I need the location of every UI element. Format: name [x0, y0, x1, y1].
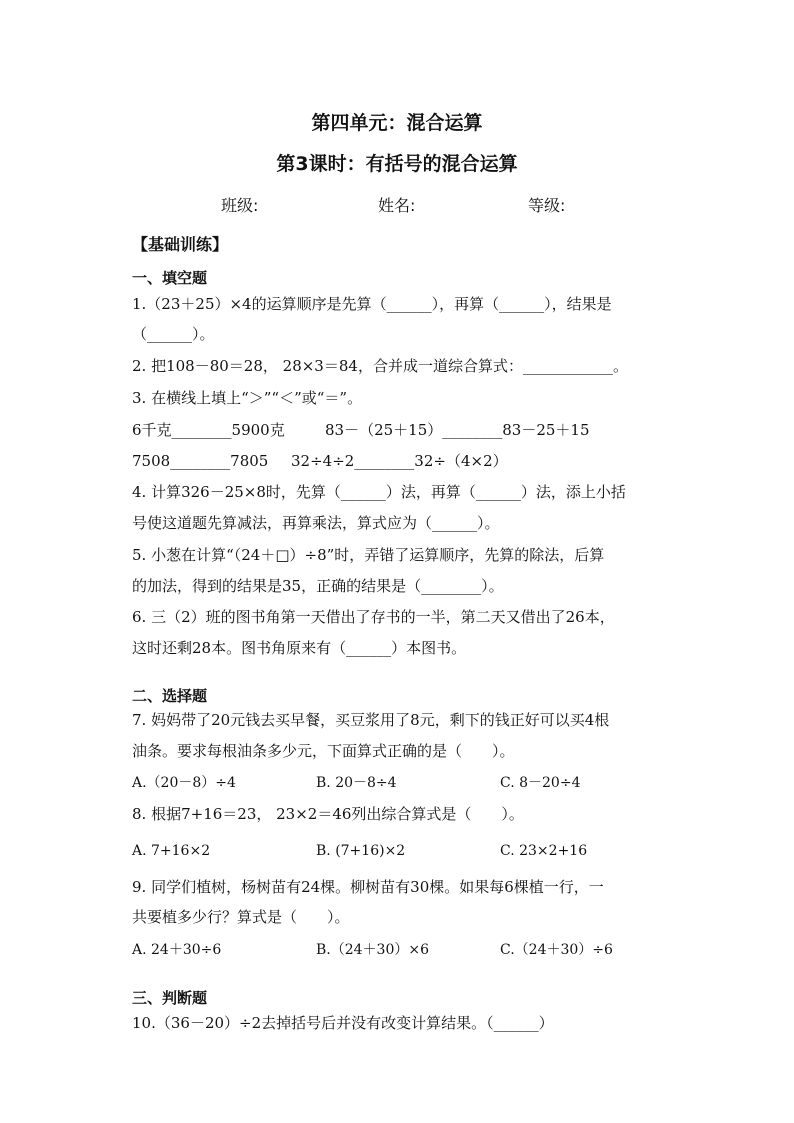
- section-choice: 二、选择题: [132, 687, 208, 705]
- lesson-title: 第3课时：有括号的混合运算: [276, 153, 518, 175]
- q7-option-a: A.（20－8）÷4: [132, 775, 236, 791]
- q7-option-c: C. 8－20÷4: [500, 775, 581, 791]
- q3-item-d: 32÷4÷2________32÷（4×2）: [291, 452, 508, 470]
- q7-option-b: B. 20－8÷4: [316, 775, 397, 791]
- q8-line1: 8. 根据7+16＝23， 23×2＝46列出综合算式是（ ）。: [132, 805, 524, 823]
- q8-option-a: A. 7+16×2: [132, 843, 211, 859]
- unit-title: 第四单元：混合运算: [311, 112, 483, 134]
- q9-line2: 共要植多少行？算式是（ ）。: [132, 908, 350, 926]
- q1-line1: 1.（23＋25）×4的运算顺序是先算（______），再算（______），结果是: [132, 295, 612, 313]
- class-label: 班级:: [221, 196, 259, 215]
- section-basic: 【基础训练】: [132, 235, 229, 254]
- q3-item-b: 83－（25＋15）________83－25＋15: [325, 421, 590, 439]
- q10-text: 10.（36－20）÷2去掉括号后并没有改变计算结果。（______）: [132, 1014, 554, 1032]
- name-label: 姓名:: [378, 196, 416, 215]
- q9-option-b: B.（24＋30）×6: [316, 942, 430, 958]
- q3-line1: 3. 在横线上填上“＞”“＜”或“＝”。: [132, 389, 363, 407]
- q6-line1: 6. 三（2）班的图书角第一天借出了存书的一半，第二天又借出了26本，: [132, 608, 615, 626]
- q8-option-c: C. 23×2+16: [500, 843, 588, 859]
- q6-line2: 这时还剩28本。图书角原来有（______）本图书。: [132, 639, 467, 657]
- q8-option-b: B. (7+16)×2: [316, 843, 406, 859]
- q7-line1: 7. 妈妈带了20元钱去买早餐，买豆浆用了8元，剩下的钱正好可以买4根: [132, 711, 610, 729]
- q1-line2: （______）。: [132, 325, 215, 343]
- q4-line2: 号使这道题先算减法，再算乘法，算式应为（______）。: [132, 514, 500, 532]
- q5-line2: 的加法，得到的结果是35，正确的结果是（________）。: [132, 577, 504, 595]
- q4-line1: 4. 计算326－25×8时，先算（______）法，再算（______）法，添上小括: [132, 483, 626, 501]
- q7-line2: 油条。要求每根油条多少元，下面算式正确的是（ ）。: [132, 742, 515, 760]
- section-judge: 三、判断题: [132, 989, 208, 1007]
- q9-option-c: C.（24＋30）÷6: [500, 942, 613, 958]
- q3-item-c: 7508________7805: [132, 452, 269, 470]
- section-fill: 一、填空题: [132, 269, 208, 287]
- q5-line1: 5. 小葱在计算“（24＋□）÷8”时，弄错了运算顺序，先算的除法，后算: [132, 546, 605, 564]
- q9-line1: 9. 同学们植树，杨树苗有24棵。柳树苗有30棵。如果每6棵植一行，一: [132, 878, 604, 896]
- q9-option-a: A. 24＋30÷6: [132, 942, 222, 958]
- grade-label: 等级:: [528, 196, 566, 215]
- q3-item-a: 6千克________5900克: [132, 421, 285, 439]
- q2-text: 2. 把108－80＝28， 28×3＝84，合并成一道综合算式：____________。: [132, 357, 628, 375]
